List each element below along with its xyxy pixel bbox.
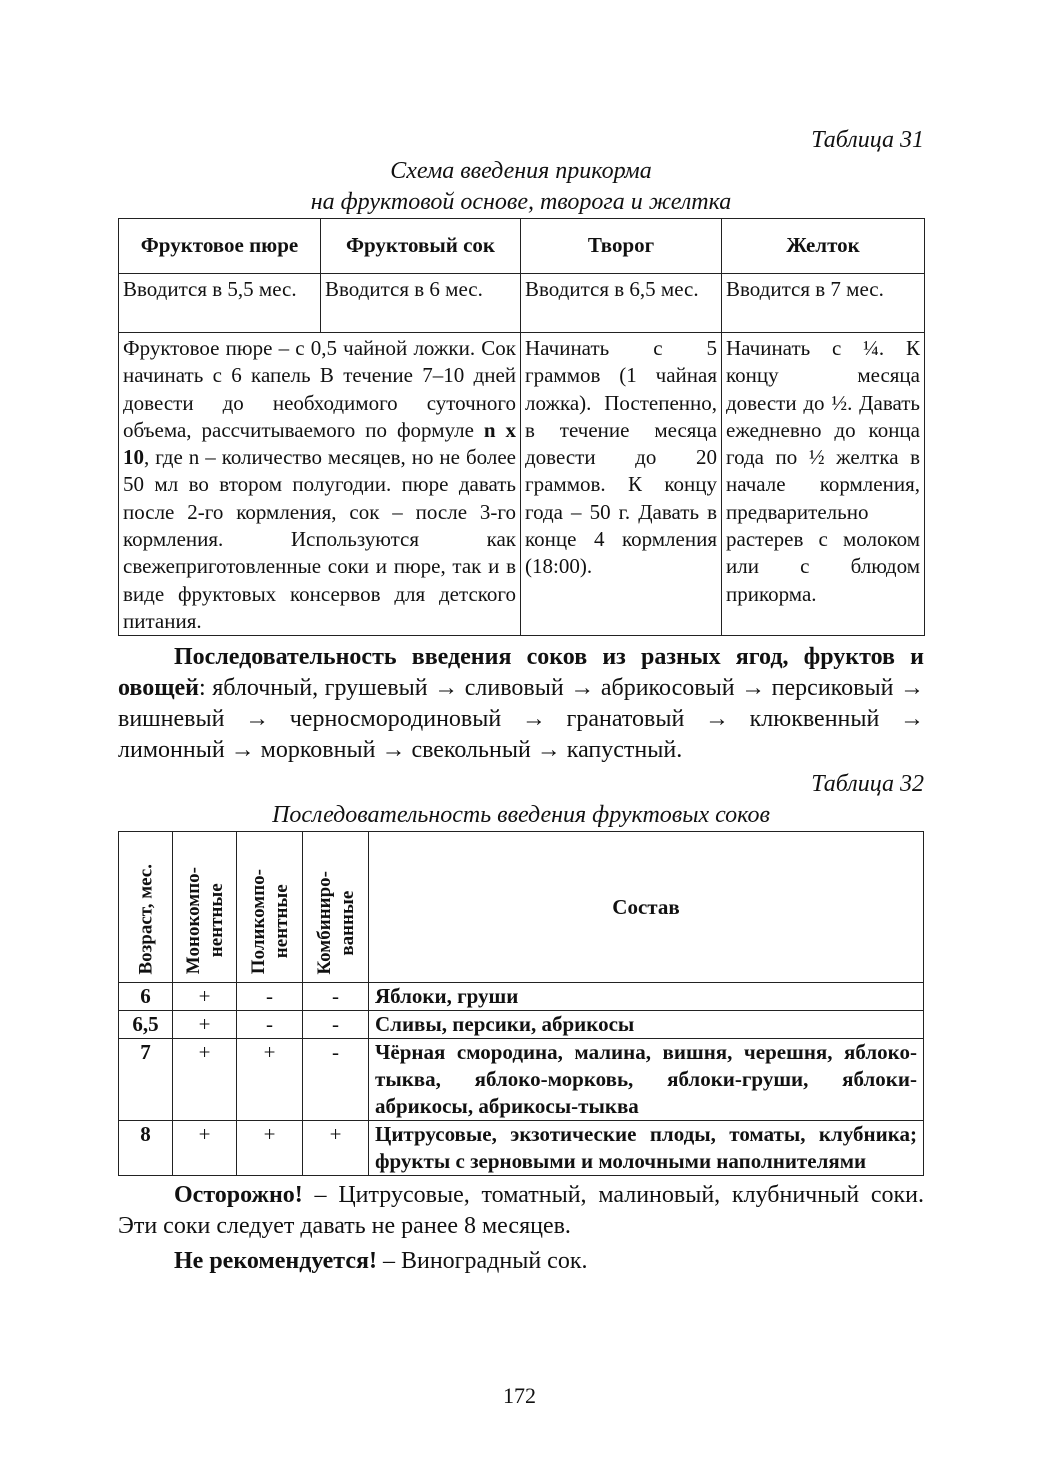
comb-cell: - <box>303 1039 369 1121</box>
sequence-text: : яблочный, грушевый → сливовый → абрикосовый → персиковый → вишневый → черносмородиновый → гранатовый → клюквенный → лимонный → морковный → свекольный → капустный. <box>118 675 924 764</box>
table32-header-mono <box>173 832 237 983</box>
not-recommended-label: Не рекомендуется! <box>174 1248 377 1275</box>
mono-cell: + <box>173 1039 237 1121</box>
age-cell: 6,5 <box>119 1011 173 1039</box>
table31-desc-row <box>119 333 925 636</box>
table31-intro-cell: Вводится в 6 мес. <box>321 274 521 333</box>
table32-title: Последовательность введения фруктовых соков <box>272 802 770 829</box>
page-number: 172 <box>503 1383 536 1408</box>
fruit-description-formula: n x 10 <box>123 417 516 470</box>
table32-header-sostav: Состав <box>369 832 924 983</box>
table31-title-line1: Схема введения прикорма <box>390 158 652 184</box>
table31-label: Таблица 31 <box>811 127 924 153</box>
header-age-text: Возраст, мес. <box>135 863 156 975</box>
comb-cell: - <box>303 1011 369 1039</box>
table31 <box>118 218 925 636</box>
sostav-cell: Яблоки, груши <box>369 983 924 1011</box>
header-poly-text: Поликомпо- нентные <box>247 869 292 975</box>
poly-cell: + <box>237 1039 303 1121</box>
sequence-paragraph <box>118 642 924 766</box>
table-row <box>119 1121 924 1176</box>
age-cell: 8 <box>119 1121 173 1176</box>
not-recommended-text: – Виноградный сок. <box>376 1248 588 1275</box>
sostav-cell: Цитрусовые, экзотические плоды, томаты, клубника; фрукты с зерновыми и молочными наполнителями <box>369 1121 924 1176</box>
caution-label: Осторожно! <box>174 1182 303 1209</box>
table31-header-cell: Фруктовый сок <box>321 219 521 274</box>
header-mono-text: Монокомпо- нентные <box>182 867 227 975</box>
age-cell: 7 <box>119 1039 173 1121</box>
table32-label: Таблица 32 <box>811 771 924 798</box>
table31-header-cell: Творог <box>521 219 722 274</box>
table32-header-comb <box>303 832 369 983</box>
table-row <box>119 1011 924 1039</box>
fruit-description-cell <box>119 333 521 636</box>
table-row <box>119 1039 924 1121</box>
table31-intro-cell: Вводится в 7 мес. <box>722 274 925 333</box>
mono-cell: + <box>173 983 237 1011</box>
table31-header-cell: Желток <box>722 219 925 274</box>
comb-cell: - <box>303 983 369 1011</box>
poly-cell: + <box>237 1121 303 1176</box>
not-recommended-note <box>118 1246 924 1277</box>
table31-header-row <box>119 219 925 274</box>
age-cell: 6 <box>119 983 173 1011</box>
mono-cell: + <box>173 1121 237 1176</box>
sostav-cell: Сливы, персики, абрикосы <box>369 1011 924 1039</box>
table31-intro-cell: Вводится в 5,5 мес. <box>119 274 321 333</box>
table32 <box>118 831 924 1176</box>
header-comb-text: Комбиниро- ванные <box>313 870 358 975</box>
table31-title-line2: на фруктовой основе, творога и желтка <box>310 189 732 215</box>
fruit-description-part2: , где n – количество месяцев, но не более 50 мл во втором полугодии. пюре давать после 2-го кормления, сок – после 3-го кормления. Используются как свежеприготовленные соки и пюре, так и в виде фруктовых консервов для детского питания. <box>123 445 516 633</box>
table31-intro-cell: Вводится в 6,5 мес. <box>521 274 722 333</box>
zheltok-description-cell: Начинать с ¼. К концу месяца довести до ½. Давать ежедневно до конца года по ½ желтка в начале кормления, предварительно растерев с молоком или с блюдом прикорма. <box>722 333 925 636</box>
mono-cell: + <box>173 1011 237 1039</box>
poly-cell: - <box>237 1011 303 1039</box>
page-content <box>118 124 924 1277</box>
table31-header-cell: Фруктовое пюре <box>119 219 321 274</box>
caution-note <box>118 1180 924 1242</box>
table32-header-age <box>119 832 173 983</box>
comb-cell: + <box>303 1121 369 1176</box>
table32-header-row <box>119 832 924 983</box>
table32-header-poly <box>237 832 303 983</box>
sequence-title: Последовательность введения соков из разных ягод, фруктов и овощей <box>118 644 924 702</box>
fruit-description-part1: Фруктовое пюре – с 0,5 чайной ложки. Сок начинать с 6 капель В течение 7–10 дней довести до необходимого суточного объема, рассчитываемого по формуле <box>123 336 516 442</box>
tvorog-description-cell: Начинать с 5 граммов (1 чайная ложка). Постепенно, в течение месяца довести до 20 граммов. К концу года – 50 г. Давать в конце 4 кормления (18:00). <box>521 333 722 636</box>
sostav-cell: Чёрная смородина, малина, вишня, черешня, яблоко-тыква, яблоко-морковь, яблоки-груши, яблоки-абрикосы, абрикосы-тыква <box>369 1039 924 1121</box>
poly-cell: - <box>237 983 303 1011</box>
table31-intro-row <box>119 274 925 333</box>
caution-text: – Цитрусовые, томатный, малиновый, клубничный соки. Эти соки следует давать не ранее 8 месяцев. <box>118 1182 924 1240</box>
table-row <box>119 983 924 1011</box>
